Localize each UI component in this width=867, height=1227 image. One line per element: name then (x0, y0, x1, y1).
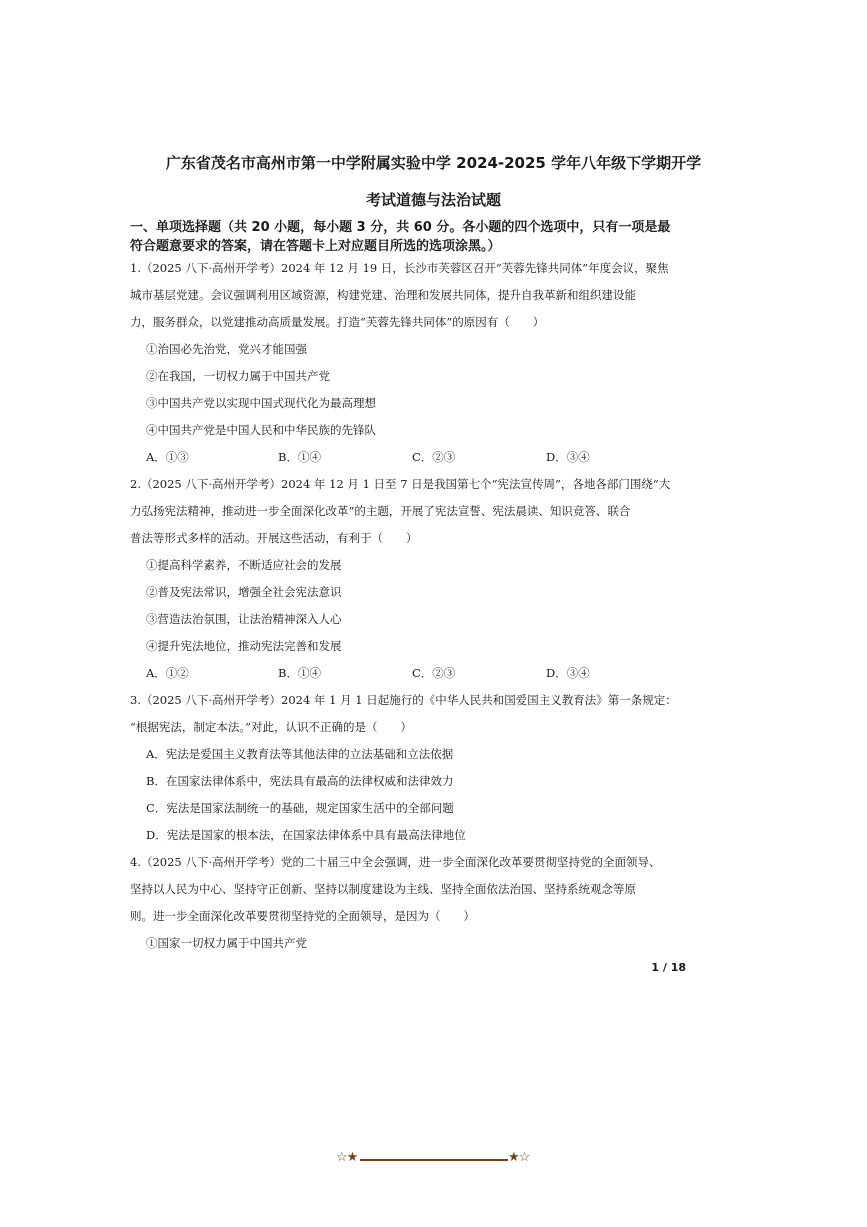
footer-ornament (330, 1148, 540, 1170)
option-d: D．③④ (546, 450, 590, 464)
option-d: D．③④ (546, 666, 590, 680)
question-1-stem: 城市基层党建。会议强调利用区域资源，构建党建、治理和发展共同体，提升自我革新和组织建设能 (130, 288, 636, 302)
question-2-statement: ③营造法治氛围，让法治精神深入人心 (146, 612, 342, 626)
footer-rule (360, 1159, 508, 1161)
question-3-option: D．宪法是国家的根本法，在国家法律体系中具有最高法律地位 (146, 828, 466, 842)
question-2-stem: 普法等形式多样的活动。开展这些活动，有利于（ ） (130, 531, 418, 545)
question-2-statement: ②普及宪法常识，增强全社会宪法意识 (146, 585, 342, 599)
question-3-stem: 3.（2025 八下·高州开学考）2024 年 1 月 1 日起施行的《中华人民共和国爱国主义教育法》第一条规定： (130, 693, 677, 707)
question-1-stem: 1.（2025 八下·高州开学考）2024 年 12 月 19 日，长沙市芙蓉区召开“芙蓉先锋共同体”年度会议，聚焦 (130, 261, 669, 275)
question-1-statement: ②在我国，一切权力属于中国共产党 (146, 369, 330, 383)
question-4-stem: 坚持以人民为中心、坚持守正创新、坚持以制度建设为主线、坚持全面依法治国、坚持系统观念等原 (130, 882, 636, 896)
question-3-stem: “根据宪法，制定本法。”对此，认识不正确的是（ ） (130, 720, 413, 734)
question-4-stem: 则。进一步全面深化改革要贯彻坚持党的全面领导，是因为（ ） (130, 909, 475, 923)
question-2-statement: ①提高科学素养，不断适应社会的发展 (146, 558, 342, 572)
question-4-statement: ①国家一切权力属于中国共产党 (146, 936, 307, 950)
question-2-stem: 2.（2025 八下·高州开学考）2024 年 12 月 1 日至 7 日是我国第七个“宪法宣传周”，各地各部门围绕“大 (130, 477, 671, 491)
option-b: B．①④ (278, 450, 321, 464)
section-heading-line-1: 一、单项选择题（共 20 小题，每小题 3 分，共 60 分。各小题的四个选项中，只有一项是最 (130, 220, 671, 235)
option-a: A．①② (146, 666, 189, 680)
document-title-line-1: 广东省茂名市高州市第一中学附属实验中学 2024-2025 学年八年级下学期开学 (165, 154, 702, 172)
option-c: C．②③ (412, 450, 456, 464)
star-icon: ☆★ (336, 1150, 358, 1165)
question-3-option: C．宪法是国家法制统一的基础，规定国家生活中的全部问题 (146, 801, 454, 815)
document-title-line-2: 考试道德与法治试题 (365, 191, 501, 209)
question-1-statement: ①治国必先治党，党兴才能国强 (146, 342, 307, 356)
page-number: 1 / 18 (651, 961, 686, 974)
option-a: A．①③ (146, 450, 189, 464)
star-icon: ★☆ (508, 1150, 530, 1165)
question-1-stem: 力，服务群众，以党建推动高质量发展。打造“芙蓉先锋共同体”的原因有（ ） (130, 315, 545, 329)
section-heading-line-2: 符合题意要求的答案，请在答题卡上对应题目所选的选项涂黑。） (130, 239, 501, 254)
question-3-option: A．宪法是爱国主义教育法等其他法律的立法基础和立法依据 (146, 747, 454, 761)
question-2-stem: 力弘扬宪法精神，推动进一步全面深化改革”的主题，开展了宪法宣誓、宪法晨读、知识竞答、联合 (130, 504, 631, 518)
question-2-statement: ④提升宪法地位，推动宪法完善和发展 (146, 639, 342, 653)
option-c: C．②③ (412, 666, 456, 680)
question-1-statement: ③中国共产党以实现中国式现代化为最高理想 (146, 396, 376, 410)
option-b: B．①④ (278, 666, 321, 680)
question-4-stem: 4.（2025 八下·高州开学考）党的二十届三中全会强调，进一步全面深化改革要贯彻坚持党的全面领导、 (130, 855, 661, 869)
question-3-option: B．在国家法律体系中，宪法具有最高的法律权威和法律效力 (146, 774, 454, 788)
question-1-statement: ④中国共产党是中国人民和中华民族的先锋队 (146, 423, 376, 437)
